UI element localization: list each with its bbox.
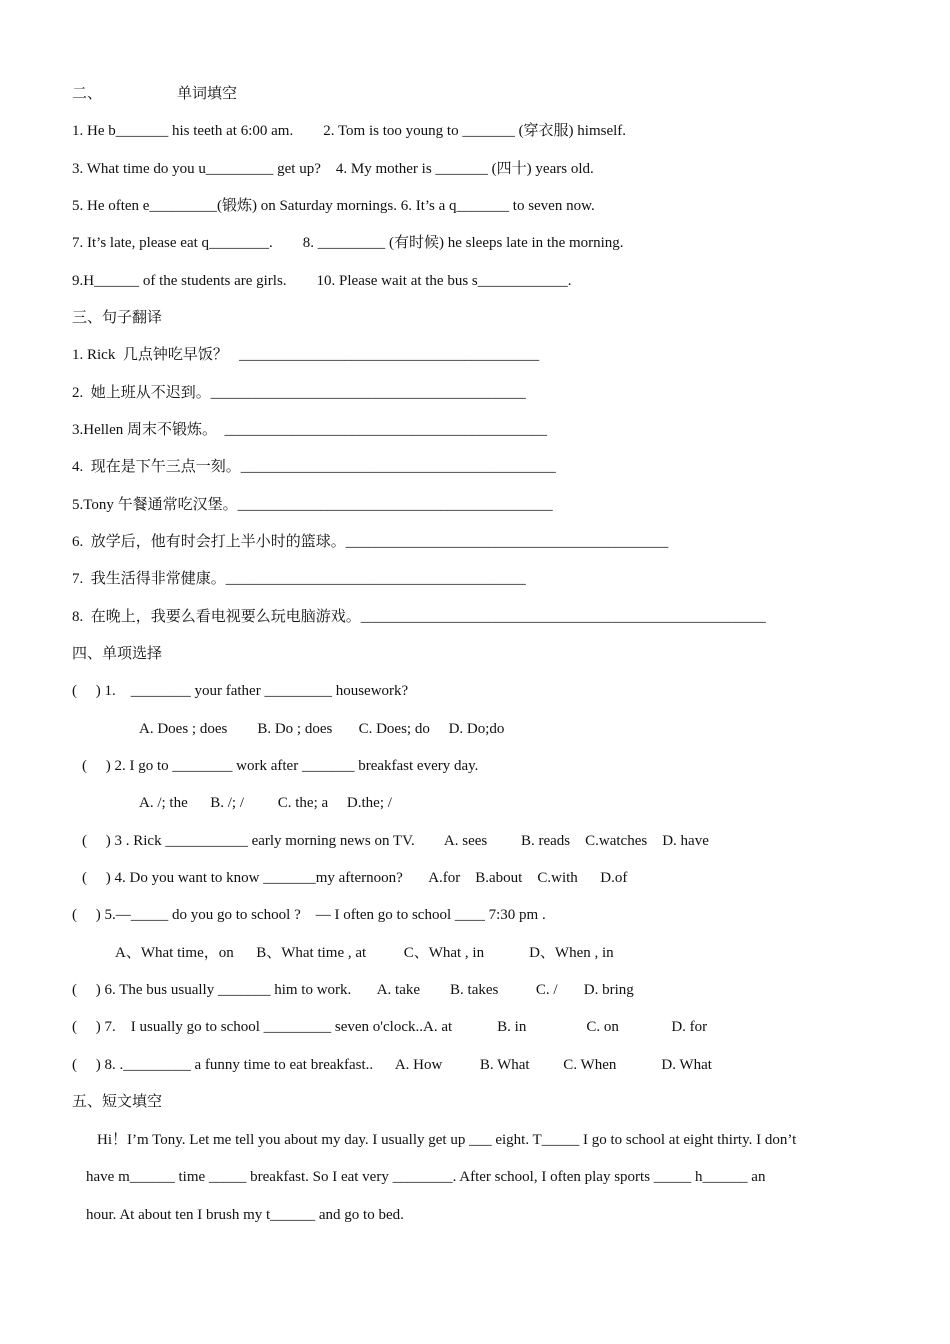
translation-line-2: 2. 她上班从不迟到。__________________________________________ [72,385,526,401]
question-5-options: A、What time，on B、What time , at C、What , in D、When , in [115,945,614,961]
word-fill-line-1: 1. He b_______ his teeth at 6:00 am. 2. Tom is too young to _______ (穿衣服) himself. [72,123,627,139]
section-heading-cloze: 五、短文填空 [72,1094,163,1110]
translation-line-6: 6. 放学后，他有时会打上半小时的篮球。___________________________________________ [72,534,669,550]
section-heading-word-fill: 二、 单词填空 [72,86,238,102]
question-2: ( ) 2. I go to ________ work after _______ breakfast every day. [82,758,479,774]
word-fill-line-2: 3. What time do you u_________ get up? 4. My mother is _______ (四十) years old. [72,161,594,177]
word-fill-line-4: 7. It’s late, please eat q________. 8. _________ (有时候) he sleeps late in the morning. [72,235,624,251]
question-5: ( ) 5.—_____ do you go to school ? — I often go to school ____ 7:30 pm . [72,907,546,923]
word-fill-line-5: 9.H______ of the students are girls. 10. Please wait at the bus s____________. [72,273,572,289]
cloze-line-2: have m______ time _____ breakfast. So I eat very ________. After school, I often play sports _____ h______ an [86,1169,766,1185]
question-1-options: A. Does ; does B. Do ; does C. Does; do D. Do;do [139,721,505,737]
translation-line-3: 3.Hellen 周末不锻炼。 ___________________________________________ [72,422,547,438]
question-7: ( ) 7. I usually go to school _________ seven o'clock..A. at B. in C. on D. for [72,1019,708,1035]
question-4: ( ) 4. Do you want to know _______my afternoon? A.for B.about C.with D.of [82,870,628,886]
section-heading-translation: 三、句子翻译 [72,310,163,326]
translation-line-1: 1. Rick 几点钟吃早饭？ ________________________________________ [72,347,540,363]
cloze-line-3: hour. At about ten I brush my t______ and go to bed. [86,1207,404,1223]
question-2-options: A. /; the B. /; / C. the; a D.the; / [139,795,392,811]
question-8: ( ) 8. ._________ a funny time to eat breakfast.. A. How B. What C. When D. What [72,1057,712,1073]
translation-line-8: 8. 在晚上，我要么看电视要么玩电脑游戏。______________________________________________________ [72,609,766,625]
cloze-line-1: Hi！I’m Tony. Let me tell you about my day. I usually get up ___ eight. T_____ I go to school at eight thirty. I don’t [97,1132,797,1148]
translation-line-7: 7. 我生活得非常健康。________________________________________ [72,571,526,587]
question-1: ( ) 1. ________ your father _________ housework? [72,683,409,699]
question-6: ( ) 6. The bus usually _______ him to work. A. take B. takes C. / D. bring [72,982,634,998]
word-fill-line-3: 5. He often e_________(锻炼) on Saturday mornings. 6. It’s a q_______ to seven now. [72,198,595,214]
section-heading-multiple-choice: 四、单项选择 [72,646,163,662]
translation-line-4: 4. 现在是下午三点一刻。__________________________________________ [72,459,556,475]
question-3: ( ) 3 . Rick ___________ early morning news on TV. A. sees B. reads C.watches D. have [82,833,709,849]
translation-line-5: 5.Tony 午餐通常吃汉堡。__________________________________________ [72,497,553,513]
